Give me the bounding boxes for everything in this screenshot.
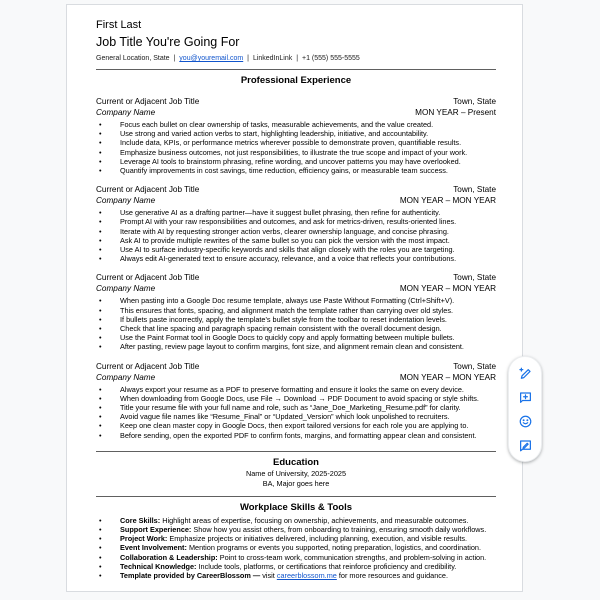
bullet-item: • Use AI to surface industry-specific keywords and skills that align closely with the roles you are targeting.: [96, 245, 496, 254]
bullet-item: • Ask AI to provide multiple rewrites of the same bullet so you can pick the version with the most impact.: [96, 236, 496, 245]
entry-job-title: Current or Adjacent Job Title: [96, 273, 200, 283]
entry-dates: MON YEAR – MON YEAR: [399, 196, 496, 206]
resume-job-title: Job Title You're Going For: [96, 35, 240, 49]
help-me-write-icon: [518, 366, 533, 381]
bullet-item: • Title your resume file with your full name and role, such as “Jane_Doe_Marketing_Resume.pdf” for clarity.: [96, 403, 496, 412]
skill-label: Technical Knowledge:: [120, 561, 197, 571]
bullet-item: • Include data, KPIs, or performance metrics wherever possible to demonstrate proven, quantifiable results.: [96, 138, 496, 147]
section-title-experience: Professional Experience: [240, 75, 352, 86]
skills-list: [96, 516, 496, 580]
skill-text: Show how you assist others, from onboarding to training, ensuring smooth daily workflows.: [193, 525, 487, 535]
bullet-item: • When pasting into a Google Doc resume template, always use Paste Without Formatting (Ctrl+Shift+V).: [96, 296, 496, 305]
entry-company: Company Name: [96, 108, 156, 117]
skill-text: Emphasize projects or initiatives delivered, including planning, execution, and visible results.: [169, 534, 468, 544]
header-divider: [96, 69, 496, 70]
skill-text: visit: [262, 571, 275, 581]
docs-action-toolbar: [508, 356, 542, 462]
bullet-item: • Always export your resume as a PDF to preserve formatting and ensure it looks the same on every device.: [96, 385, 496, 394]
skill-label: Project Work:: [120, 534, 168, 544]
bullet-item: • Focus each bullet on clear ownership of tasks, measurable achievements, and the value created.: [96, 120, 496, 129]
contact-divider: |: [247, 55, 249, 62]
skill-item: [96, 516, 496, 525]
experience-entry: [96, 96, 496, 175]
emoji-reaction-button[interactable]: [517, 413, 533, 429]
skill-label: Event Involvement:: [120, 543, 187, 553]
entry-location: Town, State: [453, 273, 496, 283]
bullet-item: • Iterate with AI by requesting stronger action verbs, clearer ownership language, and concise phrasing.: [96, 227, 496, 236]
entry-location: Town, State: [453, 185, 496, 195]
skill-item: [96, 553, 496, 562]
entry-job-title: Current or Adjacent Job Title: [96, 185, 200, 195]
section-title-education: Education: [273, 456, 319, 468]
entry-company: Company Name: [96, 284, 156, 294]
entry-location: Town, State: [453, 361, 496, 371]
entry-company: Company Name: [96, 196, 156, 206]
contact-location: General Location, State: [96, 55, 170, 62]
bullet-item: • Keep one clean master copy in Google Docs, then export tailored versions for each role you are applying to.: [96, 421, 496, 430]
help-me-write-button[interactable]: [517, 365, 533, 381]
add-comment-icon: [518, 390, 533, 405]
bullet-item: • Use strong and varied action verbs to start, highlighting leadership, initiative, and accountability.: [96, 129, 496, 138]
skill-text: for more resources and guidance.: [338, 571, 448, 581]
skill-item: [96, 534, 496, 543]
bullet-item: • Use generative AI as a drafting partner—have it suggest bullet phrasing, then refine for authenticity.: [96, 208, 496, 217]
skills-divider: [96, 496, 496, 497]
skill-text: Highlight areas of expertise, focusing on ownership, achievements, and measurable outcomes.: [162, 515, 469, 525]
contact-divider: |: [173, 55, 176, 62]
entry-dates: MON YEAR – MON YEAR: [399, 284, 496, 294]
contact-line: [96, 54, 496, 63]
document-page: [66, 4, 523, 592]
skill-text: Include tools, platforms, or certifications that reinforce proficiency and credibility.: [198, 561, 457, 571]
skill-label: Support Experience:: [120, 525, 192, 535]
add-comment-button[interactable]: [517, 389, 533, 405]
suggest-edits-button[interactable]: [517, 437, 533, 453]
careerblossom-link[interactable]: careerblossom.me: [276, 571, 337, 581]
entry-company: Company Name: [96, 372, 156, 382]
phone-text: +1 (555) 555-5555: [301, 55, 360, 62]
bullet-item: • Check that line spacing and paragraph spacing remain consistent with the overall document design.: [96, 324, 496, 333]
email-link[interactable]: you@youremail.com: [179, 55, 244, 62]
bullet-item: • Avoid vague file names like “Resume_Final” or “Updated_Version” which look unpolished to recruiters.: [96, 412, 496, 421]
entry-dates: MON YEAR – Present: [415, 108, 496, 117]
skill-label: Template provided by CareerBlossom —: [120, 571, 261, 581]
entry-location: Town, State: [453, 97, 496, 106]
skill-label: Collaboration & Leadership:: [120, 552, 218, 562]
bullet-item: • Quantify improvements in cost savings, time reduction, efficiency gains, or measurable team success.: [96, 166, 496, 175]
bullet-item: • Emphasize business outcomes, not just responsibilities, to illustrate the true scope and impact of your work.: [96, 148, 496, 157]
entry-bullet-list: [96, 385, 496, 440]
entry-bullet-list: [96, 120, 496, 175]
bullet-item: • Use the Paint Format tool in Google Docs to quickly copy and apply formatting between multiple bullets.: [96, 333, 496, 342]
bullet-item: • If bullets paste incorrectly, apply the template's bullet style from the toolbar to reset indentation levels.: [96, 315, 496, 324]
skill-label: Core Skills:: [120, 515, 161, 525]
skill-item-template-credit: [96, 571, 496, 580]
entry-bullet-list: [96, 296, 496, 351]
entry-job-title: Current or Adjacent Job Title: [96, 361, 200, 371]
skill-text: Point to cross-team work, communication strengths, and problem-solving in action.: [219, 552, 487, 562]
section-title-skills: Workplace Skills & Tools: [239, 501, 353, 513]
experience-entry: [96, 272, 496, 351]
linkedin-text: LinkedInLink: [252, 55, 293, 62]
bullet-item: • This ensures that fonts, spacing, and alignment match the template rather than carrying over old styles.: [96, 306, 496, 315]
entry-dates: MON YEAR – MON YEAR: [399, 372, 496, 382]
skill-item: [96, 525, 496, 534]
education-divider: [96, 451, 496, 452]
entry-bullet-list: [96, 208, 496, 263]
bullet-item: • Before sending, open the exported PDF to confirm fonts, margins, and formatting appear clean and consistent.: [96, 431, 496, 440]
experience-entry: [96, 184, 496, 263]
experience-entry: [96, 361, 496, 440]
education-university: Name of University, 2025-2025: [245, 468, 347, 478]
bullet-item: • Prompt AI with your raw responsibilities and outcomes, and ask for metrics-driven, results-oriented lines.: [96, 217, 496, 226]
emoji-reaction-icon: [518, 414, 533, 429]
skill-item: [96, 562, 496, 571]
suggest-edits-icon: [518, 438, 533, 453]
bullet-item: • After pasting, review page layout to confirm margins, font size, and alignment remain clean and consistent.: [96, 342, 496, 351]
education-degree: BA, Major goes here: [262, 479, 330, 489]
skill-text: Mention programs or events you supported, noting preparation, logistics, and coordination.: [188, 543, 481, 553]
entry-job-title: Current or Adjacent Job Title: [96, 97, 200, 106]
bullet-item: • Leverage AI tools to brainstorm phrasing, refine wording, and uncover patterns you may have overlooked.: [96, 157, 496, 166]
skill-item: [96, 543, 496, 552]
contact-divider: |: [296, 55, 299, 62]
bullet-item: • Always edit AI-generated text to ensure accuracy, relevance, and a voice that reflects your contributions.: [96, 254, 496, 263]
bullet-item: • When downloading from Google Docs, use File → Download → PDF Document to avoid spacing or style shifts.: [96, 394, 496, 403]
resume-name: First Last: [96, 19, 142, 31]
